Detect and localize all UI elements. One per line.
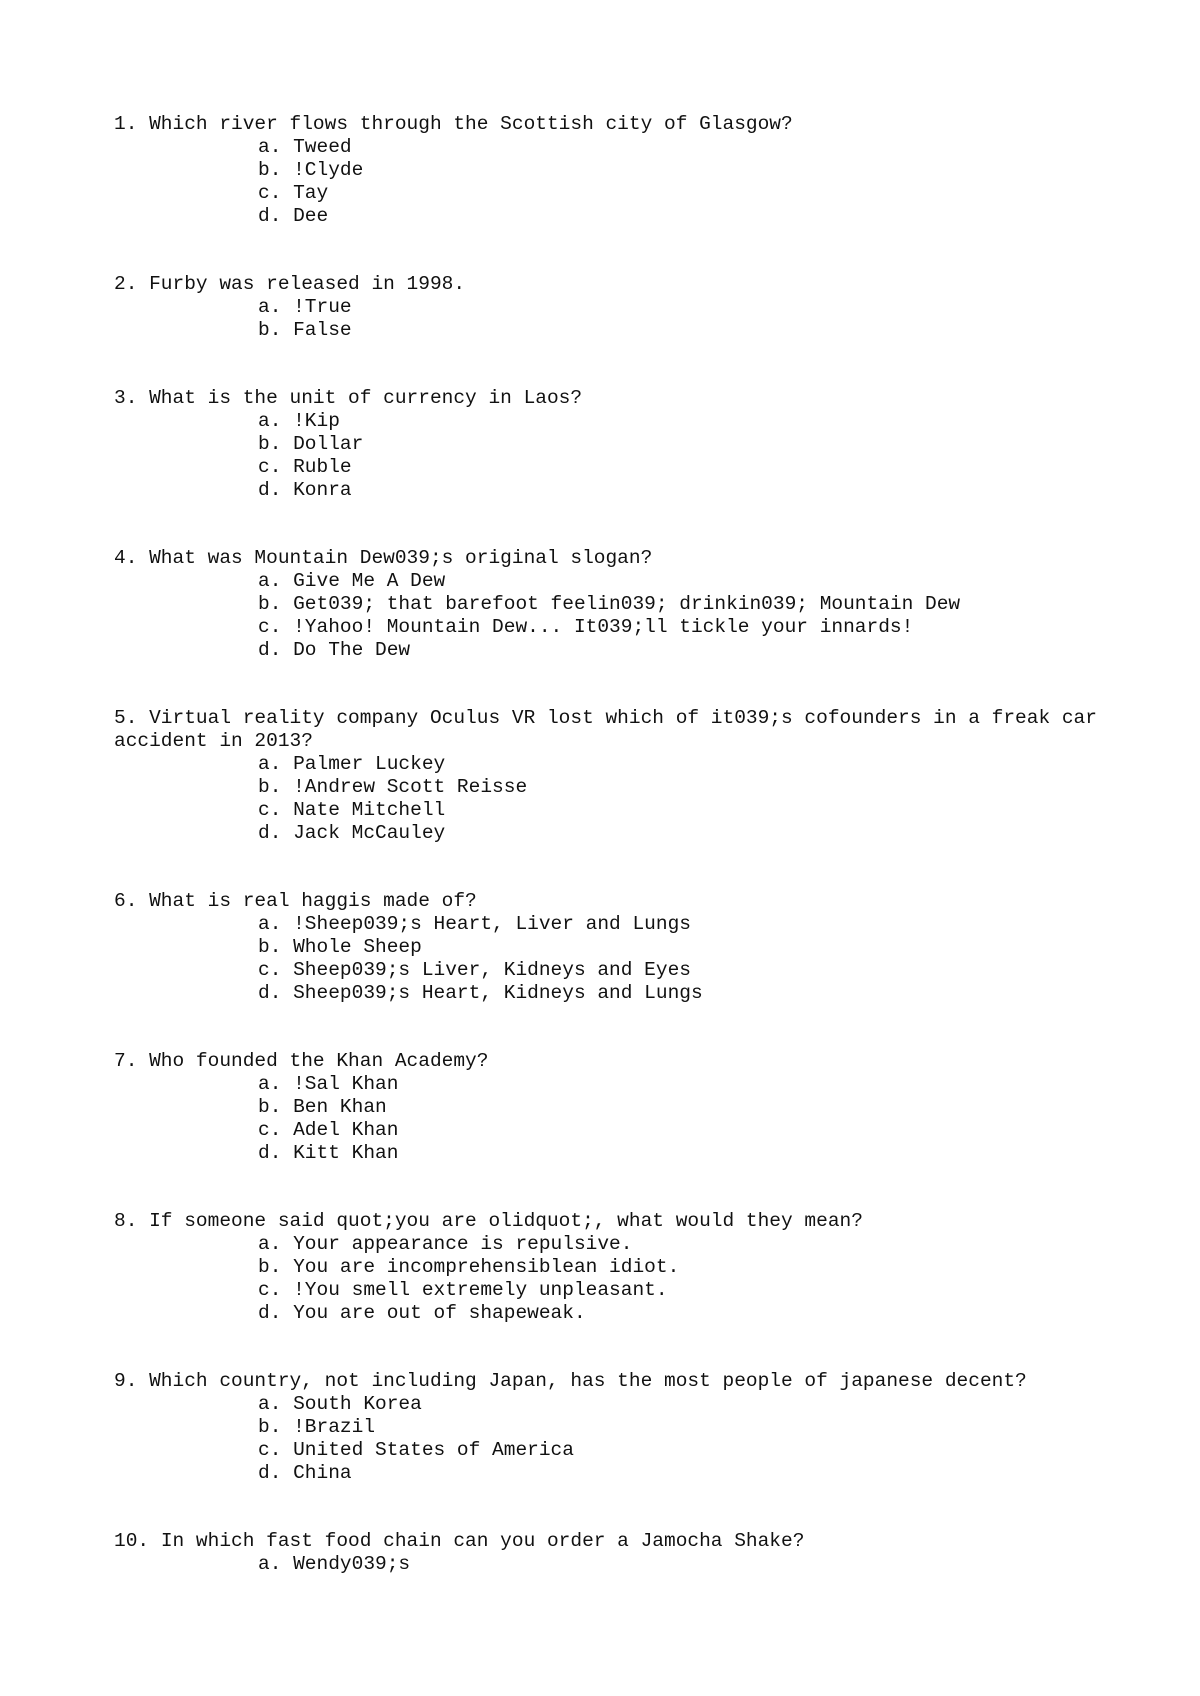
answer-option xyxy=(114,1416,1124,1439)
question-text: Who founded the Khan Academy? xyxy=(149,1050,489,1072)
question-block xyxy=(114,890,1124,1005)
option-letter: d. xyxy=(258,1302,282,1324)
question-line xyxy=(114,273,1124,296)
question-line xyxy=(114,113,1124,136)
answer-options xyxy=(114,1553,1124,1576)
answer-option xyxy=(114,982,1124,1005)
answer-option xyxy=(114,1119,1124,1142)
option-letter: b. xyxy=(258,1096,282,1118)
option-letter: c. xyxy=(258,1439,282,1461)
option-text: United States of America xyxy=(293,1439,574,1461)
question-block xyxy=(114,387,1124,502)
option-text: Get039; that barefoot feelin039; drinkin039; Mountain Dew xyxy=(293,593,961,615)
option-text: Whole Sheep xyxy=(293,936,422,958)
question-number: 2. xyxy=(114,273,138,295)
answer-option xyxy=(114,433,1124,456)
option-letter: c. xyxy=(258,616,282,638)
option-letter: d. xyxy=(258,982,282,1004)
question-block xyxy=(114,1050,1124,1165)
option-letter: a. xyxy=(258,570,282,592)
option-text: !Sal Khan xyxy=(293,1073,399,1095)
answer-option xyxy=(114,616,1124,639)
answer-option xyxy=(114,936,1124,959)
option-letter: c. xyxy=(258,799,282,821)
option-text: Do The Dew xyxy=(293,639,411,661)
answer-option xyxy=(114,570,1124,593)
answer-option xyxy=(114,296,1124,319)
question-text: In which fast food chain can you order a Jamocha Shake? xyxy=(160,1530,805,1552)
option-text: !Sheep039;s Heart, Liver and Lungs xyxy=(293,913,691,935)
quiz-document xyxy=(114,113,1124,1621)
option-letter: a. xyxy=(258,1553,282,1575)
option-letter: a. xyxy=(258,136,282,158)
question-number: 9. xyxy=(114,1370,138,1392)
option-letter: b. xyxy=(258,936,282,958)
question-text: Furby was released in 1998. xyxy=(149,273,466,295)
option-letter: c. xyxy=(258,456,282,478)
answer-option xyxy=(114,1096,1124,1119)
option-letter: d. xyxy=(258,822,282,844)
question-number: 10. xyxy=(114,1530,150,1552)
question-block xyxy=(114,1210,1124,1325)
answer-option xyxy=(114,639,1124,662)
answer-option xyxy=(114,776,1124,799)
option-letter: d. xyxy=(258,1142,282,1164)
question-number: 4. xyxy=(114,547,138,569)
answer-option xyxy=(114,205,1124,228)
question-line xyxy=(114,547,1124,570)
option-text: Tweed xyxy=(293,136,352,158)
question-number: 3. xyxy=(114,387,138,409)
option-letter: c. xyxy=(258,182,282,204)
option-text: !True xyxy=(293,296,352,318)
question-text: Virtual reality company Oculus VR lost which of it039;s cofounders in a freak car accident in 2013? xyxy=(114,707,1109,752)
question-block xyxy=(114,113,1124,228)
option-text: !Andrew Scott Reisse xyxy=(293,776,528,798)
answer-option xyxy=(114,913,1124,936)
answer-options xyxy=(114,136,1124,228)
option-letter: a. xyxy=(258,913,282,935)
answer-option xyxy=(114,479,1124,502)
option-text: Tay xyxy=(293,182,329,204)
option-text: Dee xyxy=(293,205,329,227)
answer-option xyxy=(114,1233,1124,1256)
option-text: Sheep039;s Heart, Kidneys and Lungs xyxy=(293,982,703,1004)
option-letter: d. xyxy=(258,479,282,501)
option-letter: a. xyxy=(258,753,282,775)
option-text: Jack McCauley xyxy=(293,822,446,844)
answer-option xyxy=(114,1073,1124,1096)
option-text: Dollar xyxy=(293,433,364,455)
answer-option xyxy=(114,1393,1124,1416)
option-letter: b. xyxy=(258,319,282,341)
answer-option xyxy=(114,1256,1124,1279)
answer-option xyxy=(114,159,1124,182)
answer-option xyxy=(114,136,1124,159)
question-text: What was Mountain Dew039;s original slogan? xyxy=(149,547,653,569)
option-letter: b. xyxy=(258,159,282,181)
question-line xyxy=(114,707,1124,753)
option-text: !You smell extremely unpleasant. xyxy=(293,1279,668,1301)
option-letter: b. xyxy=(258,593,282,615)
option-text: You are incomprehensiblean idiot. xyxy=(293,1256,680,1278)
answer-options xyxy=(114,296,1124,342)
answer-options xyxy=(114,1393,1124,1485)
question-line xyxy=(114,387,1124,410)
answer-options xyxy=(114,1073,1124,1165)
question-number: 7. xyxy=(114,1050,138,1072)
option-letter: a. xyxy=(258,1393,282,1415)
question-line xyxy=(114,1210,1124,1233)
option-letter: b. xyxy=(258,1416,282,1438)
option-letter: b. xyxy=(258,1256,282,1278)
question-block xyxy=(114,273,1124,342)
option-letter: b. xyxy=(258,433,282,455)
option-text: Nate Mitchell xyxy=(293,799,446,821)
option-letter: c. xyxy=(258,1119,282,1141)
option-letter: d. xyxy=(258,205,282,227)
answer-option xyxy=(114,822,1124,845)
option-text: China xyxy=(293,1462,352,1484)
option-text: !Brazil xyxy=(293,1416,376,1438)
answer-options xyxy=(114,913,1124,1005)
option-text: !Yahoo! Mountain Dew... It039;ll tickle your innards! xyxy=(293,616,914,638)
option-text: Wendy039;s xyxy=(293,1553,411,1575)
option-text: !Clyde xyxy=(293,159,364,181)
option-text: Ben Khan xyxy=(293,1096,387,1118)
question-text: What is the unit of currency in Laos? xyxy=(149,387,583,409)
option-letter: a. xyxy=(258,296,282,318)
question-block xyxy=(114,1530,1124,1576)
question-number: 5. xyxy=(114,707,138,729)
option-text: Konra xyxy=(293,479,352,501)
answer-option xyxy=(114,753,1124,776)
answer-options xyxy=(114,1233,1124,1325)
option-text: !Kip xyxy=(293,410,340,432)
answer-options xyxy=(114,410,1124,502)
answer-option xyxy=(114,1279,1124,1302)
answer-option xyxy=(114,1439,1124,1462)
answer-option xyxy=(114,1553,1124,1576)
option-text: Your appearance is repulsive. xyxy=(293,1233,633,1255)
question-text: Which river flows through the Scottish city of Glasgow? xyxy=(149,113,793,135)
question-number: 1. xyxy=(114,113,138,135)
question-line xyxy=(114,1050,1124,1073)
option-text: Palmer Luckey xyxy=(293,753,446,775)
option-letter: c. xyxy=(258,1279,282,1301)
option-text: You are out of shapeweak. xyxy=(293,1302,586,1324)
option-letter: c. xyxy=(258,959,282,981)
option-letter: a. xyxy=(258,410,282,432)
question-number: 6. xyxy=(114,890,138,912)
question-text: If someone said quot;you are olidquot;, what would they mean? xyxy=(149,1210,863,1232)
question-text: What is real haggis made of? xyxy=(149,890,477,912)
answer-option xyxy=(114,593,1124,616)
option-text: Kitt Khan xyxy=(293,1142,399,1164)
option-text: Adel Khan xyxy=(293,1119,399,1141)
question-block xyxy=(114,707,1124,845)
question-line xyxy=(114,1370,1124,1393)
answer-option xyxy=(114,410,1124,433)
question-text: Which country, not including Japan, has the most people of japanese decent? xyxy=(149,1370,1027,1392)
answer-option xyxy=(114,799,1124,822)
question-block xyxy=(114,547,1124,662)
option-text: Sheep039;s Liver, Kidneys and Eyes xyxy=(293,959,691,981)
answer-options xyxy=(114,753,1124,845)
question-line xyxy=(114,890,1124,913)
answer-option xyxy=(114,959,1124,982)
answer-option xyxy=(114,456,1124,479)
option-letter: d. xyxy=(258,639,282,661)
option-letter: b. xyxy=(258,776,282,798)
option-letter: a. xyxy=(258,1233,282,1255)
option-text: False xyxy=(293,319,352,341)
option-text: Give Me A Dew xyxy=(293,570,446,592)
answer-option xyxy=(114,319,1124,342)
question-line xyxy=(114,1530,1124,1553)
option-letter: a. xyxy=(258,1073,282,1095)
question-number: 8. xyxy=(114,1210,138,1232)
option-text: South Korea xyxy=(293,1393,422,1415)
option-letter: d. xyxy=(258,1462,282,1484)
answer-option xyxy=(114,182,1124,205)
answer-option xyxy=(114,1462,1124,1485)
answer-options xyxy=(114,570,1124,662)
question-block xyxy=(114,1370,1124,1485)
answer-option xyxy=(114,1142,1124,1165)
answer-option xyxy=(114,1302,1124,1325)
option-text: Ruble xyxy=(293,456,352,478)
